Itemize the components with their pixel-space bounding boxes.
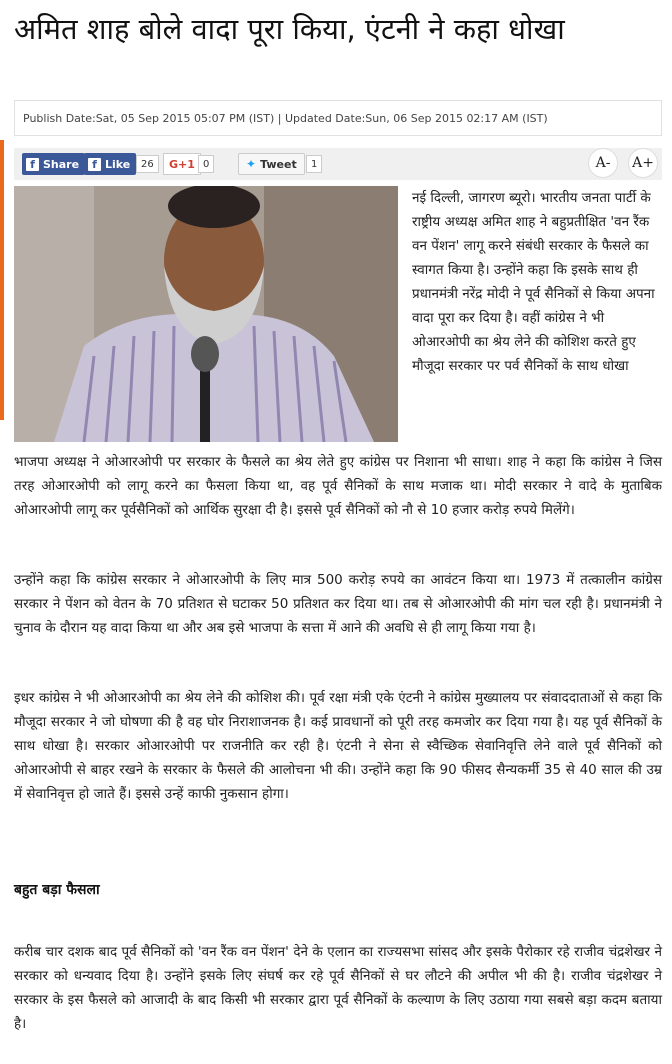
paragraph-4: करीब चार दशक बाद पूर्व सैनिकों को 'वन रैंक वन पेंशन' देने के एलान का राज्यसभा सांसद और इसके पैरोकार रहे राजीव चंद्रशेखर ने सरकार को धन्यवाद दिया है। उन्होंने इसके लिए संघर्ष कर रहे पूर्व सैनिकों से घर लौटने की अपील भी की है। राजीव चंद्रशेखर ने सरकार के इस फैसले को आजादी के बाद किसी भी सरकार द्वारा पूर्व सैनिकों के कल्याण के लिए उठाया गया सबसे बड़ा कदम बताया है।	[14, 944, 662, 1032]
like-count: 26	[136, 155, 159, 173]
font-decrease-button[interactable]: A-	[588, 148, 618, 178]
gplus-count: 0	[198, 155, 214, 173]
accent-bar	[0, 140, 4, 420]
publish-meta: Publish Date:Sat, 05 Sep 2015 05:07 PM (IST) | Updated Date:Sun, 06 Sep 2015 02:17 AM (IST)	[14, 100, 662, 136]
tweet-button[interactable]	[238, 153, 305, 175]
facebook-like-button[interactable]	[84, 153, 136, 175]
article-photo	[14, 186, 398, 442]
facebook-icon: f	[88, 158, 101, 171]
font-increase-button[interactable]: A+	[628, 148, 658, 178]
paragraph-1-continued: भाजपा अध्यक्ष ने ओआरओपी पर सरकार के फैसले का श्रेय लेते हुए कांग्रेस पर निशाना भी साधा। शाह ने कहा कि कांग्रेस ने जिस तरह ओआरओपी को लागू करने का फैसला किया था, वह पूर्व सैनिकों के साथ मजाक था। मोदी सरकार ने वादे के मुताबिक ओआरओपी लागू कर पूर्वसैनिकों को आर्थिक सुरक्षा दी है। इससे पूर्व सैनिकों को नौ से 10 हजार करोड़ रुपये मिलेंगे।	[14, 454, 662, 518]
share-toolbar	[14, 148, 662, 180]
google-plus-button[interactable]: G+1	[163, 153, 201, 175]
lead-paragraph: नई दिल्ली, जागरण ब्यूरो। भारतीय जनता पार्टी के राष्ट्रीय अध्यक्ष अमित शाह ने बहुप्रतीक्षित 'वन रैंक वन पेंशन' लागू करने संबंधी सरकार के फैसले का स्वागत किया है। उन्होंने कहा कि इसके साथ ही प्रधानमंत्री नरेंद्र मोदी ने पूर्व सैनिकों से किया अपना वादा पूरा कर दिया है। वहीं कांग्रेस ने भी ओआरओपी का श्रेय लेने की कोशिश करते हुए मौजूदा सरकार पर पर्व सैनिकों के साथ धोखा	[412, 190, 655, 374]
facebook-icon: f	[26, 158, 39, 171]
tweet-count: 1	[306, 155, 322, 173]
paragraph-3: इधर कांग्रेस ने भी ओआरओपी का श्रेय लेने की कोशिश की। पूर्व रक्षा मंत्री एके एंटनी ने कांग्रेस मुख्यालय पर संवाददाताओं से कहा कि मौजूदा सरकार ने जो घोषणा की है वह घोर निराशाजनक है। कई प्रावधानों को पूरी तरह कमजोर कर दिया गया है। यह पूर्व सैनिकों के साथ धोखा है। सरकार ओआरओपी पर राजनीति कर रही है। एंटनी ने सेना से स्वैच्छिक सेवानिवृत्ति लेने वाले पूर्व सैनिकों को ओआरओपी से बाहर रखने के सरकार के फैसले की आलोचना भी की। उन्होंने कहा कि 90 फीसद सैन्यकर्मी 35 से 40 साल की उम्र में सेवानिवृत्त हो जाते हैं। इससे उन्हें काफी नुकसान होगा।	[14, 690, 662, 802]
tweet-label: Tweet	[260, 157, 297, 171]
twitter-icon: ✦	[246, 157, 257, 171]
facebook-share-label: Share	[43, 157, 80, 171]
photo-illustration	[14, 186, 398, 442]
facebook-like-label: Like	[105, 157, 131, 171]
article-title: अमित शाह बोले वादा पूरा किया, एंटनी ने कहा धोखा	[14, 12, 565, 46]
paragraph-2: उन्होंने कहा कि कांग्रेस सरकार ने ओआरओपी के लिए मात्र 500 करोड़ रुपये का आवंटन किया था। 1973 में तत्कालीन कांग्रेस सरकार ने पेंशन को वेतन के 70 प्रतिशत से घटाकर 50 प्रतिशत कर दिया था। तब से ओआरओपी की मांग चल रही है। प्रधानमंत्री ने चुनाव के दौरान यह वादा किया था और अब इसे भाजपा के सत्ता में आने की अवधि से ही लागू किया गया है।	[14, 572, 662, 636]
subheading: बहुत बड़ा फैसला	[14, 882, 100, 898]
facebook-share-button[interactable]	[22, 153, 85, 175]
